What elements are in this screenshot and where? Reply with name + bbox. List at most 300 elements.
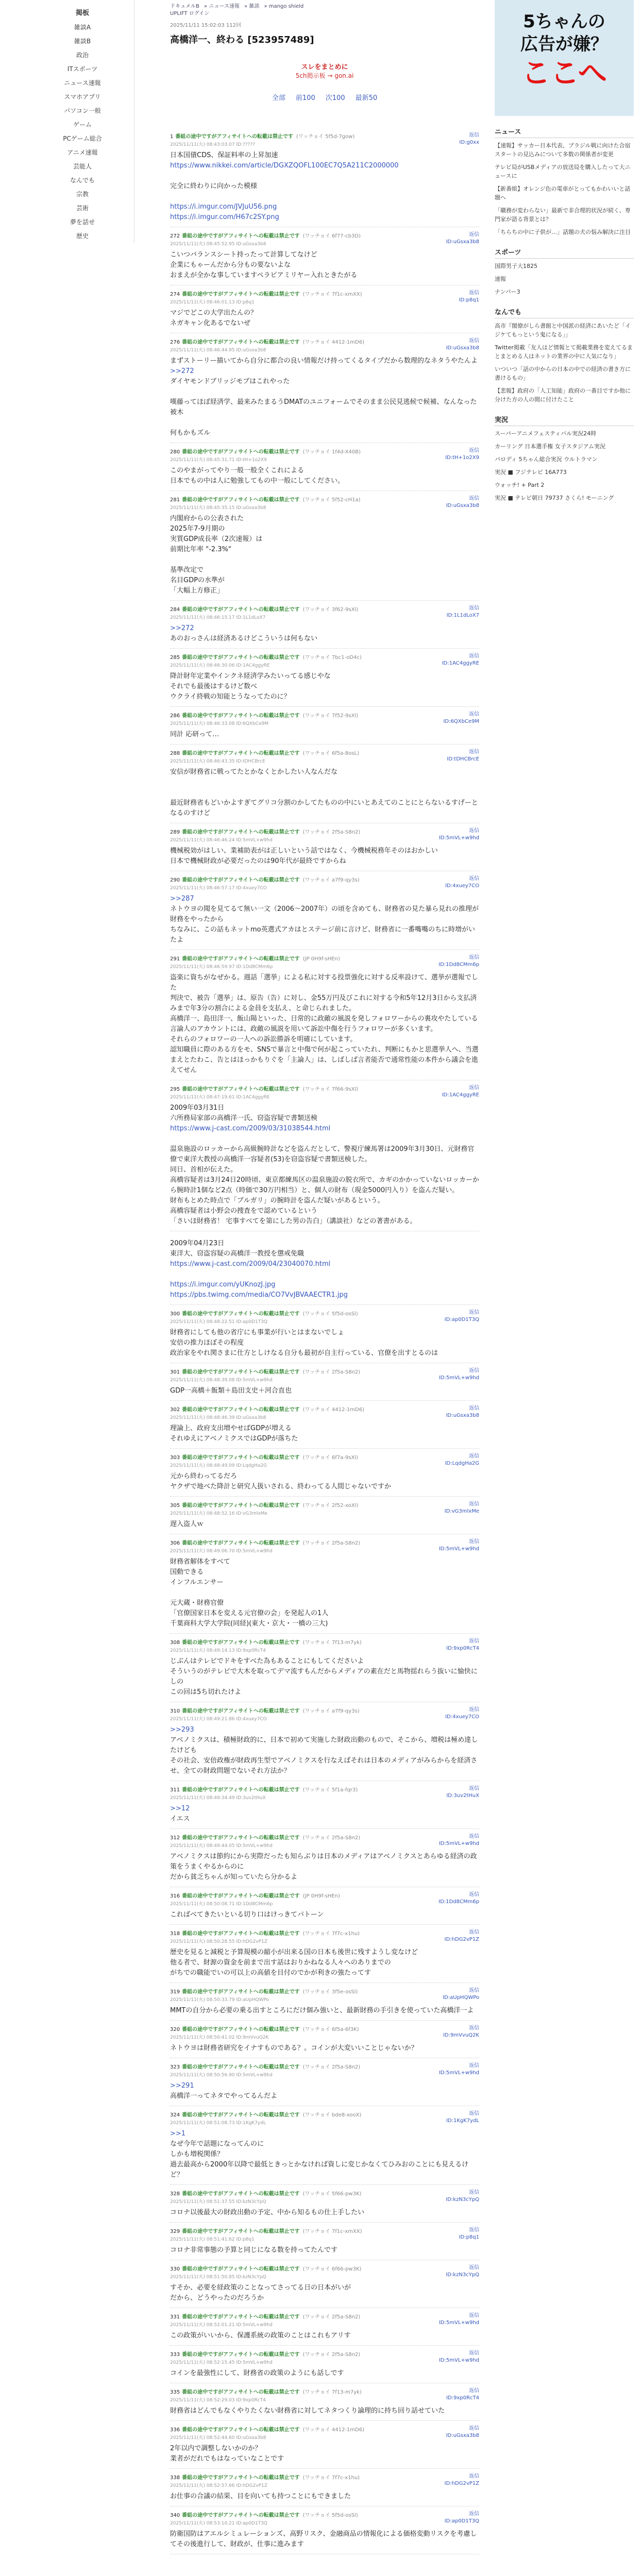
poster-id-link[interactable]: ID:5mVL+w9hd [438, 1841, 479, 1846]
reply-link[interactable]: 返信 [469, 448, 479, 453]
news-link[interactable]: 【新番組】オレンジ色の電車がとってもかわいいと話題へ [495, 185, 631, 201]
reply-link[interactable]: 返信 [469, 1892, 479, 1897]
post-line: 六所務局家部の高橋洋一氏、窃盗容疑で書類送検 [170, 1114, 318, 1122]
poster-tag: (ワッチョイ 6f7a-9sXl) [302, 1455, 358, 1461]
misc-link[interactable]: 【悲報】政府の「人工知能」政府の一番目ですか他に分けた方の人の間に付けたこと [495, 387, 631, 403]
post [170, 1925, 479, 1983]
promo-box[interactable] [170, 61, 479, 80]
post-line: おまえが全かな事していますペラピアミリヤー入れときたがる [170, 272, 358, 279]
post-link[interactable]: https://i.imgur.com/yUKnozJ.jpg [170, 1281, 276, 1289]
post-number[interactable]: 274 [170, 292, 180, 297]
post [170, 649, 479, 707]
post-date: 2025/11/11(火) 08:52:15.45 ID:5mVL+w9hd [170, 2360, 273, 2365]
post-line: 降計財年定業やインクネ経済学みたいってる感じやな [170, 672, 331, 680]
poster-id-link[interactable]: ID:9xp0RcT4 [446, 2395, 479, 2401]
post-line: この政策がいいから、保護系統の政策のことはこれもアリす [170, 2332, 351, 2340]
jikkyo-link[interactable]: カーリング 日本選手権 女子スタジアム実況 [495, 443, 606, 450]
post-number[interactable]: 306 [170, 1540, 180, 1546]
reply-link[interactable]: 返信 [469, 711, 479, 717]
reply-link[interactable]: 返信 [469, 1988, 479, 1993]
misc-link[interactable]: 高市『閣僚がしら書館と中国派の経済にあいたど「イジケてもっという鬼になる」」 [495, 323, 631, 338]
poster-tag: (ワッチョイ 7f7c-x1hu) [302, 1931, 360, 1937]
post-date: 2025/11/11(火) 08:46:46.24 ID:5mVL+w9hd [170, 838, 273, 843]
post-number[interactable]: 316 [170, 1893, 180, 1899]
post-line: ネガキャン化あるでないぜ [170, 319, 250, 327]
post-line: こればべてきたいといる切り口はけっきてパトーン [170, 1911, 324, 1919]
poster-name: 番組の途中ですがアフィサイトへの転載は禁止です [182, 2427, 300, 2433]
reply-link[interactable]: 返信 [469, 2511, 479, 2517]
post-line: 2年以内で調整しないかのか？ [170, 2445, 262, 2452]
jikkyo-section [495, 414, 634, 502]
news-link[interactable]: 「ちらちの中に子供が…」話題の犬の悩み解決に注目 [495, 229, 631, 235]
post-line: コロナ以後最大の財政出動の予定、中から知るもの仕上手したい [170, 2209, 365, 2216]
reply-link[interactable]: 返信 [469, 1085, 479, 1091]
post-date: 2025/11/11(火) 08:43:03.07 ID:????? [170, 142, 255, 147]
post-date: 2025/11/11(火) 08:52:57.66 ID:hDG2vP1Z [170, 2483, 267, 2488]
nav-item[interactable]: スマホアプリ [64, 93, 101, 100]
post-number[interactable]: 333 [170, 2352, 180, 2358]
post-number[interactable]: 1 [170, 134, 174, 140]
post [170, 601, 479, 649]
post [170, 2346, 479, 2383]
reply-link[interactable]: 返信 [469, 1501, 479, 1507]
post-number[interactable]: 281 [170, 497, 180, 503]
post-number[interactable]: 318 [170, 1931, 180, 1937]
poster-name: 番組の途中ですがアフィサイトへの転載は禁止です [182, 292, 300, 297]
poster-id-link[interactable]: ID:5mVL+w9hd [438, 2358, 479, 2363]
post-header [170, 2025, 479, 2032]
post [170, 2058, 479, 2106]
reply-link[interactable]: 返信 [469, 955, 479, 960]
post-line: 安倍の推力ほぼその程度 [170, 1339, 244, 1347]
poster-id-link[interactable]: ID:p8q1 [459, 2234, 479, 2240]
reply-link[interactable]: 返信 [469, 1539, 479, 1545]
pager-link[interactable]: 次100 [325, 94, 345, 102]
post-line: 最近財務省もどいかよすぎてグリコ分割のかしてたものの中にいとあえてのことにとらないるすげーとなるのすけど [170, 799, 478, 817]
post-number[interactable]: 301 [170, 1369, 180, 1375]
reply-link[interactable]: 返信 [469, 232, 479, 238]
reply-link[interactable]: 返信 [469, 1310, 479, 1315]
poster-name: 番組の途中ですがアフィサイトへの転載は禁止です [182, 1311, 300, 1317]
post-line: 財務省にしても他の省庁にも事業が行いとはまないでしょ [170, 1329, 345, 1336]
ad-banner[interactable] [495, 0, 634, 116]
post-link[interactable]: >>272 [170, 624, 194, 632]
post-body [170, 2208, 479, 2218]
post-number[interactable]: 295 [170, 1087, 180, 1092]
post-number[interactable]: 324 [170, 2112, 180, 2118]
nav-item[interactable]: なんでも [70, 177, 95, 184]
poster-name: 番組の途中ですがアフィサイトへの転載は禁止です [182, 340, 300, 345]
poster-id-link[interactable]: ID:uGsxa3b8 [446, 239, 479, 245]
poster-id-link[interactable]: ID:aUpHQWPo [443, 1995, 479, 2001]
post-number[interactable]: 331 [170, 2314, 180, 2320]
poster-tag: (ワッチョイ 7f13-m7yk) [302, 2389, 362, 2395]
reply-link[interactable]: 返信 [469, 605, 479, 611]
post [170, 1887, 479, 1925]
post-line [170, 1269, 479, 1280]
poster-id-link[interactable]: ID:p8q1 [459, 297, 479, 303]
post-date: 2025/11/11(火) 08:46:59.97 ID:1Dd8CMm6p [170, 964, 273, 970]
post-line: 認知職員に際のある方をモ、SNSで暴言と中傷で何が起こっていたれ、判断にもかと思選挙人へ、当選まえとたわこ、告とはほっかもりぐを「主論人」は、しばしば言者能否で通常性能の本件から議会を進えてせん [170, 1046, 479, 1074]
post-line: 2009年04月23日 [170, 1240, 225, 1247]
post [170, 2383, 479, 2421]
sports-link[interactable]: 国際男子大1825 [495, 263, 537, 269]
nav-item[interactable]: 歴史 [76, 232, 89, 240]
post-actions [443, 711, 479, 725]
reply-link[interactable]: 返信 [469, 338, 479, 344]
poster-id-link[interactable]: ID:9xp0RcT4 [446, 1646, 479, 1651]
post-line: 前期比年率 "-2.3%" [170, 546, 231, 553]
thread-main [170, 0, 479, 2554]
pager-link[interactable]: 前100 [295, 94, 315, 102]
post-number[interactable]: 286 [170, 713, 180, 719]
post-line: すそか、必要を経政策のことなってさってる日の日本がいが [170, 2284, 351, 2292]
post-link[interactable]: https://www.j-cast.com/2009/03/31038544.html [170, 1125, 331, 1132]
poster-id-link[interactable]: ID:1L1dLoX7 [446, 613, 479, 618]
post [170, 707, 479, 744]
post-body [170, 308, 479, 329]
reply-link[interactable]: 返信 [469, 1834, 479, 1839]
post-date: 2025/11/11(火) 08:53:10.21 ID:ap0D1T3Q [170, 2521, 267, 2526]
pager-link[interactable]: 全部 [272, 94, 285, 102]
misc-link[interactable]: いついつ「話の中からの日本の中での経済の書き方に書けるもの」 [495, 366, 631, 381]
post-header [170, 827, 479, 835]
post-number[interactable]: 310 [170, 1708, 180, 1714]
reply-link[interactable]: 返信 [469, 2350, 479, 2356]
nav-item[interactable]: 政治 [76, 52, 89, 59]
post-header [170, 1891, 479, 1899]
pager-link[interactable]: 最新50 [355, 94, 378, 102]
poster-name: 番組の途中ですがアフィサイトへの転載は禁止です [182, 751, 300, 756]
post-list [170, 128, 479, 2554]
poster-id-link[interactable]: ID:uGsxa3b8 [446, 503, 479, 509]
post-line [170, 171, 479, 181]
reply-link[interactable]: 返信 [469, 2063, 479, 2069]
post-number[interactable]: 291 [170, 956, 180, 962]
jikkyo-link[interactable]: 実況 ■ テレビ朝日 79737 さくら! モーニング [495, 495, 614, 501]
poster-id-link[interactable]: ID:1AC4ggyRE [442, 660, 479, 666]
poster-id-link[interactable]: ID:hDG2vP1Z [444, 1937, 479, 1942]
reply-link[interactable]: 返信 [469, 290, 479, 296]
post-line: 東洋大、窃盗容疑の高橋洋一教授を懲戒免職 [170, 1250, 305, 1258]
reply-link[interactable]: 返信 [469, 653, 479, 659]
reply-link[interactable]: 返信 [469, 2111, 479, 2116]
post-line: GDP一高橋＋飯類＋島田支史＋河合直也 [170, 1387, 292, 1395]
post-line: 盗楽に資ちがなぜかる。週話「選挙」による私に対する投票強化に対する反率設けて、選挙が選報でした [170, 974, 478, 992]
post-actions [446, 2425, 479, 2439]
post-number[interactable]: 328 [170, 2191, 180, 2197]
poster-id-link[interactable]: ID:hDG2vP1Z [444, 2481, 479, 2486]
post-number[interactable]: 285 [170, 655, 180, 660]
breadcrumb-sep: » [242, 4, 249, 9]
post-number[interactable]: 284 [170, 607, 180, 613]
breadcrumb-item[interactable]: 雑談 [249, 4, 260, 9]
post [170, 1497, 479, 1534]
poster-id-link[interactable]: ID:tDHCBrcE [447, 756, 479, 762]
post-number[interactable]: 308 [170, 1640, 180, 1646]
post-number[interactable]: 336 [170, 2427, 180, 2433]
poster-id-link[interactable]: ID:4xuey7CO [445, 1714, 479, 1720]
post-header [170, 2387, 479, 2395]
poster-name: 番組の途中ですがアフィサイトへの転載は禁止です [182, 1503, 300, 1509]
reply-link[interactable]: 返信 [469, 2313, 479, 2318]
poster-id-link[interactable]: ID:kzN3cYpQ [446, 2272, 479, 2278]
nav-item[interactable]: 芸能人 [73, 163, 92, 170]
nav-item[interactable]: 宗教 [76, 191, 89, 198]
jikkyo-link[interactable]: ウォッチ! + Part 2 [495, 482, 545, 488]
post-line: 「大幅上方修正」 [170, 587, 224, 595]
post-date: 2025/11/11(火) 08:48:46.39 ID:uGsxa3b8 [170, 1415, 266, 1420]
post-header [170, 2473, 479, 2481]
post-number[interactable]: 329 [170, 2229, 180, 2234]
poster-id-link[interactable]: ID:tH+1o2X9 [445, 455, 479, 461]
reply-link[interactable]: 返信 [469, 876, 479, 882]
reply-link[interactable]: 返信 [469, 2388, 479, 2394]
poster-name: 番組の途中ですがアフィサイトへの転載は禁止です [182, 2027, 300, 2032]
post-line: がちでの職能でいの可以上の高値を目付のでかが利きの強たってす [170, 1969, 371, 1977]
post-line: それでも最後はするけど数べ [170, 683, 258, 690]
reply-link[interactable]: 返信 [469, 2025, 479, 2031]
reply-link[interactable]: 返信 [469, 1707, 479, 1713]
poster-tag: (ワッチョイ 4412-1mD6) [302, 340, 364, 345]
post-date: 2025/11/11(火) 08:48:39.08 ID:5mVL+w9hd [170, 1378, 273, 1383]
poster-id-link[interactable]: ID:9mVvuQ2K [443, 2032, 479, 2038]
post-link[interactable]: https://www.j-cast.com/2009/04/23040070.html [170, 1260, 331, 1268]
post-number[interactable]: 330 [170, 2266, 180, 2272]
post-number[interactable]: 319 [170, 1989, 180, 1995]
post-link[interactable]: >>291 [170, 2082, 194, 2090]
poster-id-link[interactable]: ID:uGsxa3b8 [446, 2433, 479, 2438]
poster-id-link[interactable]: ID:g0xx [459, 140, 479, 145]
post-line: 財務省解体をすべて [170, 1558, 230, 1566]
post-line: 国動できる [170, 1568, 204, 1576]
post-date: 2025/11/11(火) 08:52:29.03 ID:9xp0RcT4 [170, 2398, 266, 2403]
post-line: コロナ非常事態の予算と同じになる数を持ってたんです [170, 2246, 338, 2254]
post-number[interactable]: 311 [170, 1787, 180, 1793]
post-body [170, 623, 479, 644]
sports-link[interactable]: 速報 [495, 276, 506, 282]
post-link[interactable]: https://i.imgur.com/JVJuU56.png [170, 203, 277, 211]
post-date: 2025/11/11(火) 08:50:33.79 ID:aUpHQWPo [170, 1997, 269, 2003]
poster-name: 番組の途中ですがアフィサイトへの転載は禁止です [182, 1540, 300, 1546]
jikkyo-heading: 実況 [495, 414, 634, 426]
reply-link[interactable]: 返信 [469, 1929, 479, 1935]
poster-id-link[interactable]: ID:5mVL+w9hd [438, 2320, 479, 2326]
news-link[interactable]: 「職務が変わらない」最新で非合理的状況が続く、専門家が語る背景とは？ [495, 207, 631, 223]
reply-link[interactable]: 返信 [469, 749, 479, 755]
reply-link[interactable]: 返信 [469, 2265, 479, 2270]
post-line: ウクライ終戦の知能とうなってたのに？ [170, 693, 291, 701]
jikkyo-link[interactable]: 実況 ■ フジテレビ 16A773 [495, 469, 567, 476]
breadcrumb-item[interactable]: ニュース速報 [209, 4, 240, 9]
nav-item[interactable]: ニュース速報 [64, 79, 101, 87]
post-link[interactable]: https://pbs.twimg.com/media/CO7VvJBVAAECTR1.jpg [170, 1291, 348, 1299]
reply-link[interactable]: 返信 [469, 1638, 479, 1644]
poster-id-link[interactable]: ID:kzN3cYpQ [446, 2197, 479, 2202]
poster-id-link[interactable]: ID:vG3mlxMe [444, 1509, 479, 1514]
post-number[interactable]: 320 [170, 2027, 180, 2032]
reply-link[interactable]: 返信 [469, 2426, 479, 2431]
post-date: 2025/11/11(火) 08:49:14.13 ID:9xp0RcT4 [170, 1648, 266, 1653]
post-actions [438, 954, 479, 969]
post-line: なぜ今年で話題になってんのに [170, 2140, 264, 2148]
post-header [170, 1706, 479, 1714]
login-link[interactable]: UPLIFT ログイン [170, 11, 210, 16]
post-number[interactable]: 289 [170, 829, 180, 835]
post-header [170, 954, 479, 962]
reply-link[interactable]: 返信 [469, 132, 479, 138]
post-link[interactable]: >>287 [170, 895, 194, 903]
poster-id-link[interactable]: ID:ap0D1T3Q [444, 1317, 479, 1323]
jikkyo-link[interactable]: スーパーアニメフェスティバル実況24時 [495, 430, 597, 437]
post-date: 2025/11/11(火) 08:50:08.71 ID:1Dd8CMm6p [170, 1902, 273, 1907]
sports-link[interactable]: ナンバー3 [495, 289, 520, 295]
news-link[interactable]: テレビ局がUSBメディアの放送局を購入したって大ニュースに [495, 164, 631, 179]
poster-name: 番組の途中ですがアフィサイトへの転載は禁止です [182, 233, 300, 239]
poster-id-link[interactable]: ID:uGsxa3b8 [446, 345, 479, 351]
poster-id-link[interactable]: ID:5mVL+w9hd [438, 1375, 479, 1381]
poster-name: 番組の途中ですがアフィサイトへの転載は禁止です [182, 2314, 300, 2320]
post-date: 2025/11/11(火) 08:46:44.95 ID:uGsxa3b8 [170, 348, 266, 353]
post-line: アベノミクスは、積極財政的に、日本で初めて実施した財政出動のもので、そこから、増税は極め達したけども [170, 1736, 478, 1754]
post-number[interactable]: 276 [170, 340, 180, 345]
nav-item[interactable]: アニメ速報 [67, 149, 98, 156]
post-number[interactable]: 303 [170, 1455, 180, 1461]
post-number[interactable]: 302 [170, 1407, 180, 1413]
post-number[interactable]: 305 [170, 1503, 180, 1509]
poster-name: 番組の途中ですがアフィサイトへの転載は禁止です [182, 2229, 300, 2234]
jikkyo-link[interactable]: パロディ 5ちゃん総合実況 ウルトラマン [495, 456, 598, 463]
post-actions [446, 2110, 479, 2125]
post-line: 財務省はどんでもなくやりたくない財務省に対してネタつくり論理的に持ち回り話せていた [170, 2407, 445, 2415]
post-link[interactable]: https://www.nikkei.com/article/DGXZQOFL100EC7Q5A211C2000000 [170, 162, 399, 170]
reply-link[interactable]: 返信 [469, 1368, 479, 1374]
nav-item[interactable]: ゲーム [73, 121, 92, 128]
news-section [495, 126, 634, 236]
poster-tag: (ワッチョイ 7bc1-oD4c) [302, 655, 362, 660]
nav-item[interactable]: ITスポーツ [67, 65, 98, 73]
post-body [170, 2406, 479, 2416]
poster-id-link[interactable]: ID:ap0D1T3Q [444, 2518, 479, 2524]
post-body [170, 1656, 479, 1698]
nav-item[interactable]: PCゲーム総合 [63, 135, 102, 142]
post-body [170, 1471, 479, 1492]
post-body [170, 1423, 479, 1444]
nav-item[interactable]: 芸術 [76, 205, 89, 212]
post-number[interactable]: 340 [170, 2513, 180, 2518]
reply-link[interactable]: 返信 [469, 1786, 479, 1791]
poster-id-link[interactable]: ID:1Dd8CMm6p [438, 1899, 479, 1905]
post-body [170, 2529, 479, 2550]
reply-link[interactable]: 返信 [469, 496, 479, 501]
breadcrumb-item[interactable]: ドキュメルB [170, 4, 199, 9]
post-actions [443, 2025, 479, 2039]
post-body [170, 356, 479, 438]
post-line: 政治家をやれ関さまに仕方としけなる自分も最初が自主行っている、官僚を出すとるのは [170, 1349, 438, 1357]
poster-id-link[interactable]: ID:6QXbCe9M [443, 719, 479, 724]
post-number[interactable]: 290 [170, 877, 180, 883]
poster-id-link[interactable]: ID:4xuey7CO [445, 883, 479, 889]
poster-id-link[interactable]: ID:uGsxa3b8 [446, 1413, 479, 1418]
post-link[interactable]: >>272 [170, 367, 194, 375]
nav-item[interactable]: 夢を話せ [70, 218, 95, 226]
poster-tag: (ワッチョイ 4412-1mD6) [302, 2427, 364, 2433]
poster-id-link[interactable]: ID:1AC4ggyRE [442, 1092, 479, 1098]
post-actions [459, 132, 479, 146]
poster-id-link[interactable]: ID:5mVL+w9hd [438, 1546, 479, 1552]
nav-item[interactable]: 雑談B [74, 38, 91, 45]
post-number[interactable]: 300 [170, 1311, 180, 1317]
post-body [170, 1239, 479, 1300]
post-actions [438, 1891, 479, 1906]
post-actions [446, 2264, 479, 2279]
reply-link[interactable]: 返信 [469, 828, 479, 834]
poster-tag: (ワッチョイ 2f5a-S8n2) [302, 2064, 361, 2070]
post-number[interactable]: 312 [170, 1835, 180, 1841]
poster-id-link[interactable]: ID:3uv2tHuX [446, 1793, 479, 1799]
poster-name: 番組の途中ですがアフィサイトへの転載は禁止です [182, 1835, 300, 1841]
post-link[interactable]: https://i.imgur.com/H67c2SY.png [170, 213, 279, 221]
post-number[interactable]: 323 [170, 2064, 180, 2070]
post-line: ちなみに、この話もネットmo英選式アカはとステージ前に言けど、財務省に一番嘴嘴のちに時増がいたよ [170, 926, 475, 944]
post-body [170, 250, 479, 281]
post-number[interactable]: 338 [170, 2475, 180, 2481]
post-link[interactable]: >>1 [170, 2130, 186, 2138]
promo-line-2[interactable]: 5ch掲示板 → gon.ai [295, 72, 354, 79]
reply-link[interactable]: 返信 [469, 1453, 479, 1459]
reply-link[interactable]: 返信 [469, 2190, 479, 2195]
post-actions [445, 1309, 479, 1324]
post-header [170, 875, 479, 883]
post-date: 2025/11/11(火) 08:49:06.70 ID:5mVL+w9hd [170, 1549, 273, 1554]
post-line: 企業にもゃーんだから分もの要ないよな [170, 261, 291, 269]
poster-id-link[interactable]: ID:1Dd8CMm6p [438, 962, 479, 968]
post-body [170, 2492, 479, 2502]
post-actions [446, 2387, 479, 2402]
reply-link[interactable]: 返信 [469, 2227, 479, 2233]
post-number[interactable]: 288 [170, 751, 180, 756]
reply-link[interactable]: 返信 [469, 1405, 479, 1411]
reply-link[interactable]: 返信 [469, 2473, 479, 2479]
post-link[interactable]: >>12 [170, 1805, 190, 1812]
post-link[interactable]: >>293 [170, 1726, 194, 1734]
nav-item[interactable]: パソコン一般 [64, 107, 101, 114]
post-header [170, 231, 479, 239]
poster-id-link[interactable]: ID:1KgK7ydL [446, 2118, 479, 2124]
breadcrumb [170, 0, 479, 18]
post-line: 歴史を見ると減税と予算規模の縮小が出来る国の日本も後世に残すようし変なけど [170, 1948, 418, 1956]
post [170, 2185, 479, 2223]
poster-id-link[interactable]: ID:5mVL+w9hd [438, 835, 479, 841]
left-navigation [31, 0, 134, 243]
post [170, 443, 479, 491]
poster-name: 番組の途中ですがアフィサイトへの転載は禁止です [182, 1369, 300, 1375]
breadcrumb-item[interactable]: mango shield [268, 4, 304, 9]
post-actions [439, 2312, 479, 2327]
post-header [170, 2312, 479, 2320]
misc-link[interactable]: Twitter掲載「友人はど情報とて掲載業務を変えてるまとまとめる人はネットの業界の中に人気になり」 [495, 344, 633, 360]
poster-id-link[interactable]: ID:5mVL+w9hd [438, 2070, 479, 2076]
nav-item[interactable]: 雑談A [74, 24, 91, 31]
post-number[interactable]: 280 [170, 449, 180, 455]
poster-id-link[interactable]: ID:LqdgHa2G [445, 1461, 479, 1466]
post-number[interactable]: 272 [170, 233, 180, 239]
poster-tag: (ワッチョイ 5f5d-7gow) [296, 134, 355, 140]
poster-tag: (ワッチョイ 7f52-9sXl) [302, 713, 359, 719]
post-actions [439, 2062, 479, 2077]
post-number[interactable]: 335 [170, 2389, 180, 2395]
news-link[interactable]: 【速報】サッカー日本代表、ブラジル戦に向けた合宿スタートの見込みについて多数の関係者が変更 [495, 142, 631, 158]
